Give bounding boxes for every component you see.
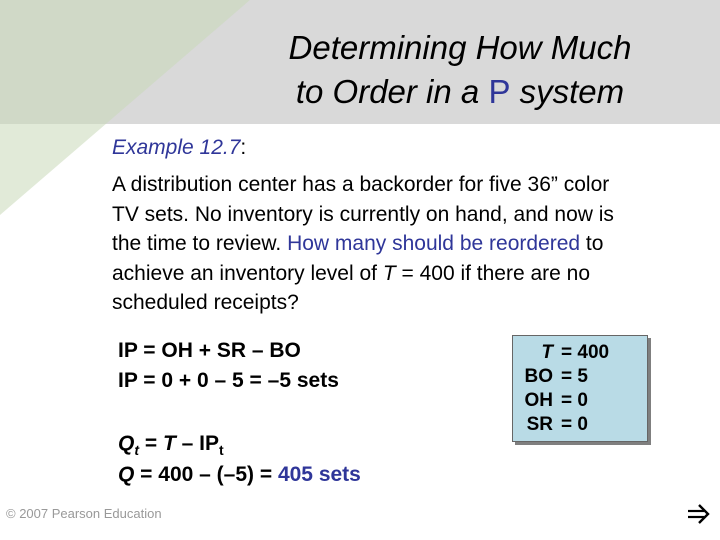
- q-equals: =: [139, 432, 163, 455]
- given-row-SR: [519, 413, 588, 437]
- formula-q-calculation: [118, 463, 361, 487]
- title-line-2-pre: to Order in a: [295, 73, 489, 110]
- page-title: [200, 26, 720, 114]
- given-key: SR: [526, 414, 553, 435]
- title-accent-P: P: [488, 73, 511, 110]
- title-line-2: [200, 70, 720, 114]
- q-subscript: t: [134, 442, 140, 458]
- example-colon: :: [240, 136, 247, 159]
- title-line-2-post: system: [510, 73, 625, 110]
- given-value: = 0: [561, 390, 588, 411]
- given-row-T: [519, 341, 609, 365]
- q-calc-expression: = 400 – (–5) =: [134, 463, 278, 486]
- q-variable: Q: [118, 432, 135, 455]
- givens-box: [512, 335, 648, 442]
- q-calc-result: 405 sets: [277, 463, 361, 486]
- paragraph-line-3-pre: the time to review.: [112, 232, 288, 255]
- given-row-OH: [519, 389, 588, 413]
- paragraph-question-highlight: How many should be reordered: [287, 232, 581, 255]
- formula-q-definition: [118, 432, 224, 458]
- right-arrow-icon[interactable]: [686, 502, 712, 526]
- example-number: Example 12.7: [112, 136, 241, 159]
- q-calc-variable: Q: [118, 463, 135, 486]
- copyright-footer: © 2007 Pearson Education: [6, 506, 162, 521]
- paragraph-line-5: scheduled receipts?: [112, 291, 299, 314]
- ip-subscript: t: [218, 442, 224, 458]
- paragraph-variable-T: T: [382, 261, 396, 285]
- q-T-variable: T: [162, 432, 176, 455]
- given-key-T: T: [541, 342, 553, 363]
- problem-statement: [112, 170, 702, 318]
- given-key: [519, 341, 553, 365]
- given-row-BO: [519, 365, 588, 389]
- paragraph-line-4-pre: achieve an inventory level of: [112, 261, 383, 285]
- given-value: = 400: [561, 342, 610, 363]
- given-value: = 5: [561, 366, 588, 387]
- paragraph-line-1: A distribution center has a backorder for five 36” color: [112, 173, 610, 196]
- formula-ip-definition: IP = OH + SR – BO: [118, 339, 301, 362]
- paragraph-line-3: [112, 229, 702, 259]
- title-line-1: Determining How Much: [288, 29, 632, 66]
- example-label: [112, 136, 246, 160]
- q-minus-ip: – IP: [175, 432, 219, 455]
- paragraph-line-3-post: to: [580, 232, 604, 255]
- paragraph-line-4-post: = 400 if there are no: [395, 261, 591, 285]
- formula-ip-calculation: IP = 0 + 0 – 5 = –5 sets: [118, 369, 339, 392]
- paragraph-line-4: [112, 259, 702, 289]
- given-key: BO: [524, 366, 553, 387]
- given-value: = 0: [561, 414, 588, 435]
- paragraph-line-2: TV sets. No inventory is currently on hand, and now is: [112, 202, 614, 226]
- given-key: OH: [524, 390, 553, 411]
